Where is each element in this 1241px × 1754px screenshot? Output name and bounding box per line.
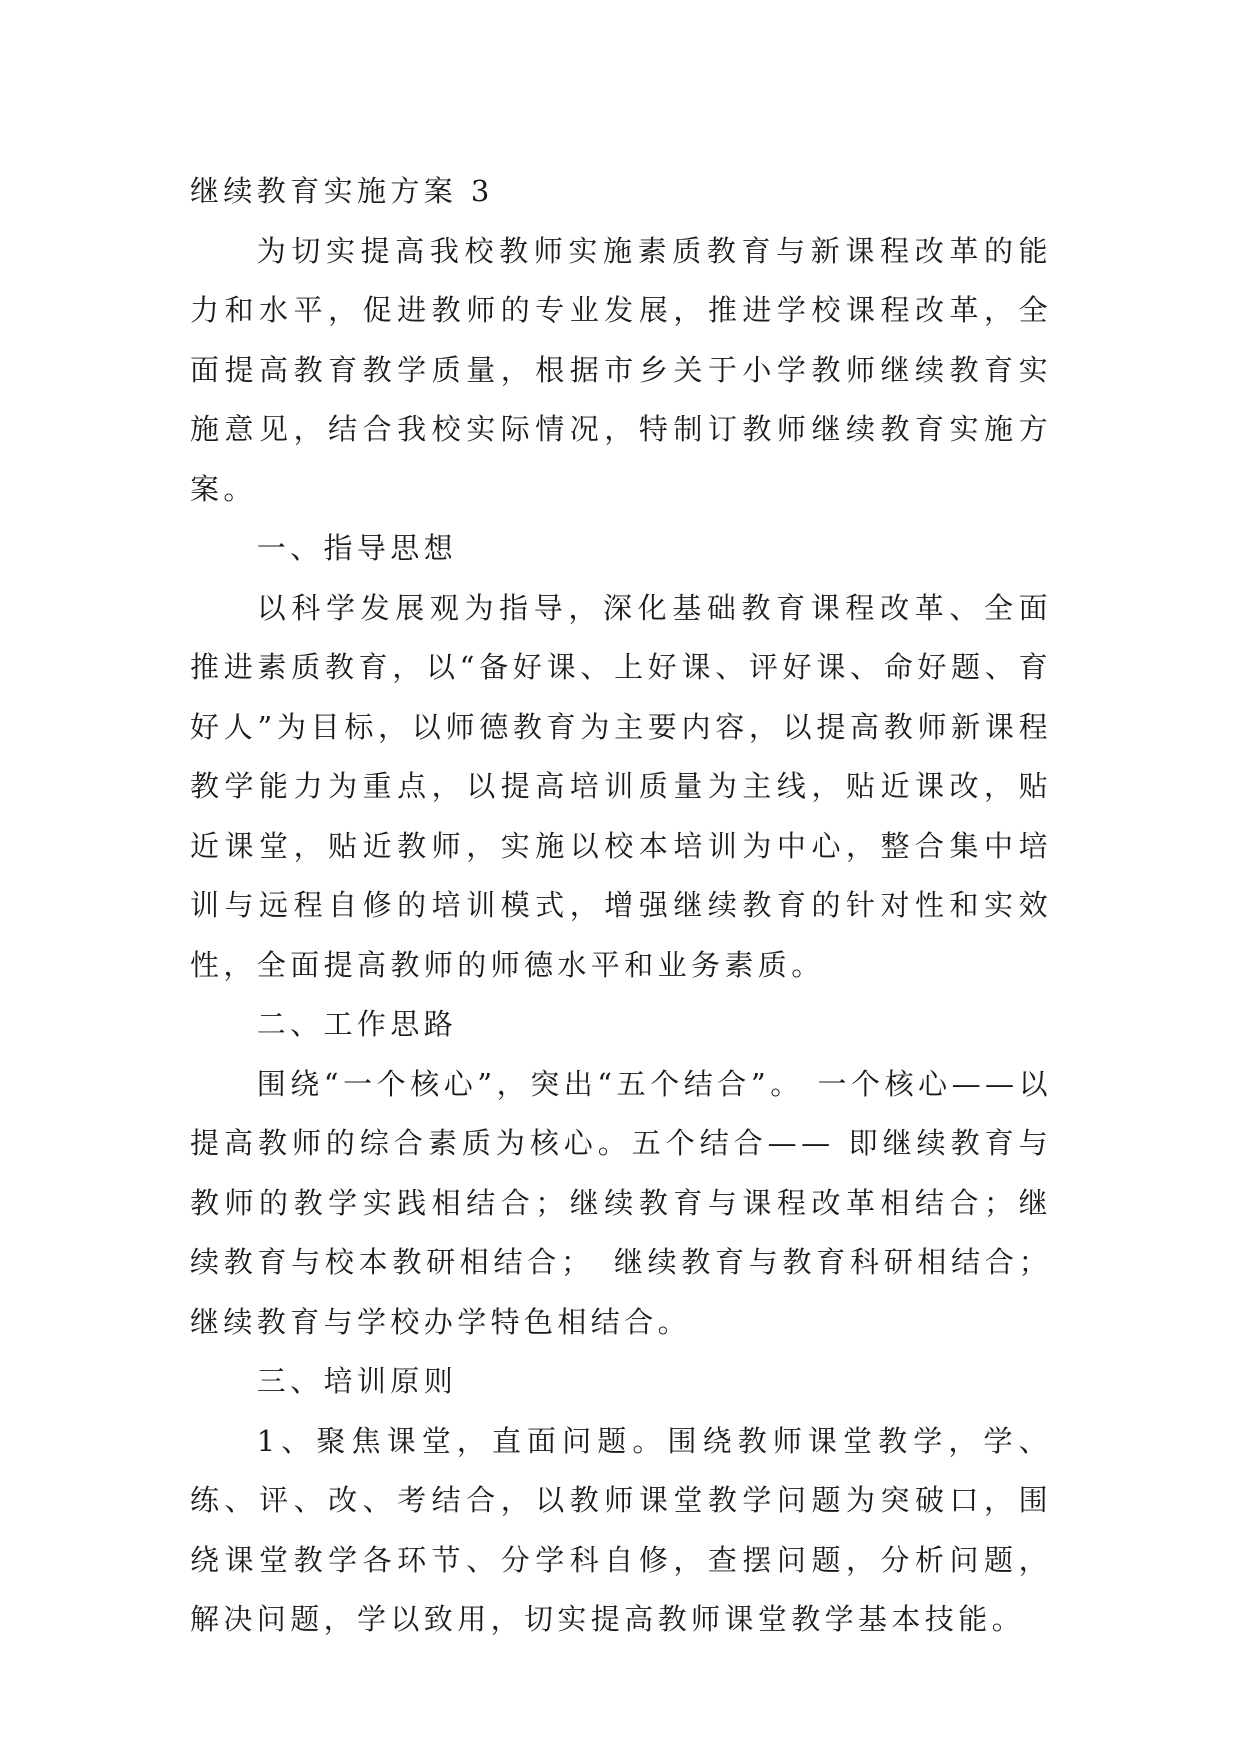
document-title: 继续教育实施方案 3 xyxy=(190,174,494,208)
section-paragraph-work-approach: 围绕“一个核心”，突出“五个结合”。 一个核心——以提高教师的综合素质为核心。五个结合—— 即继续教育与教师的教学实践相结合；继续教育与课程改革相结合；继续教育与校本教研相结合； 继续教育与教育科研相结合；继续教育与学校办学特色相结合。 xyxy=(190,1066,1052,1339)
intro-paragraph: 为切实提高我校教师实施素质教育与新课程改革的能力和水平，促进教师的专业发展，推进学校课程改革，全面提高教育教学质量，根据市乡关于小学教师继续教育实施意见，结合我校实际情况，特制订教师继续教育实施方案。 xyxy=(190,233,1052,506)
section-heading-training-principles: 三、培训原则 xyxy=(256,1364,458,1398)
section-paragraph-training-principle-1: 1、聚焦课堂，直面问题。围绕教师课堂教学，学、练、评、改、考结合，以教师课堂教学问题为突破口，围绕课堂教学各环节、分学科自修，查摆问题，分析问题，解决问题，学以致用，切实提高教师课堂教学基本技能。 xyxy=(190,1423,1052,1636)
section-heading-guiding-ideology: 一、指导思想 xyxy=(256,531,458,565)
section-heading-work-approach: 二、工作思路 xyxy=(256,1007,458,1041)
section-paragraph-guiding-ideology: 以科学发展观为指导，深化基础教育课程改革、全面推进素质教育，以“备好课、上好课、评好课、命好题、育好人”为目标，以师德教育为主要内容，以提高教师新课程教学能力为重点，以提高培训质量为主线，贴近课改，贴近课堂，贴近教师，实施以校本培训为中心，整合集中培训与远程自修的培训模式，增强继续教育的针对性和实效性，全面提高教师的师德水平和业务素质。 xyxy=(190,590,1052,982)
document-body xyxy=(190,162,1052,1650)
